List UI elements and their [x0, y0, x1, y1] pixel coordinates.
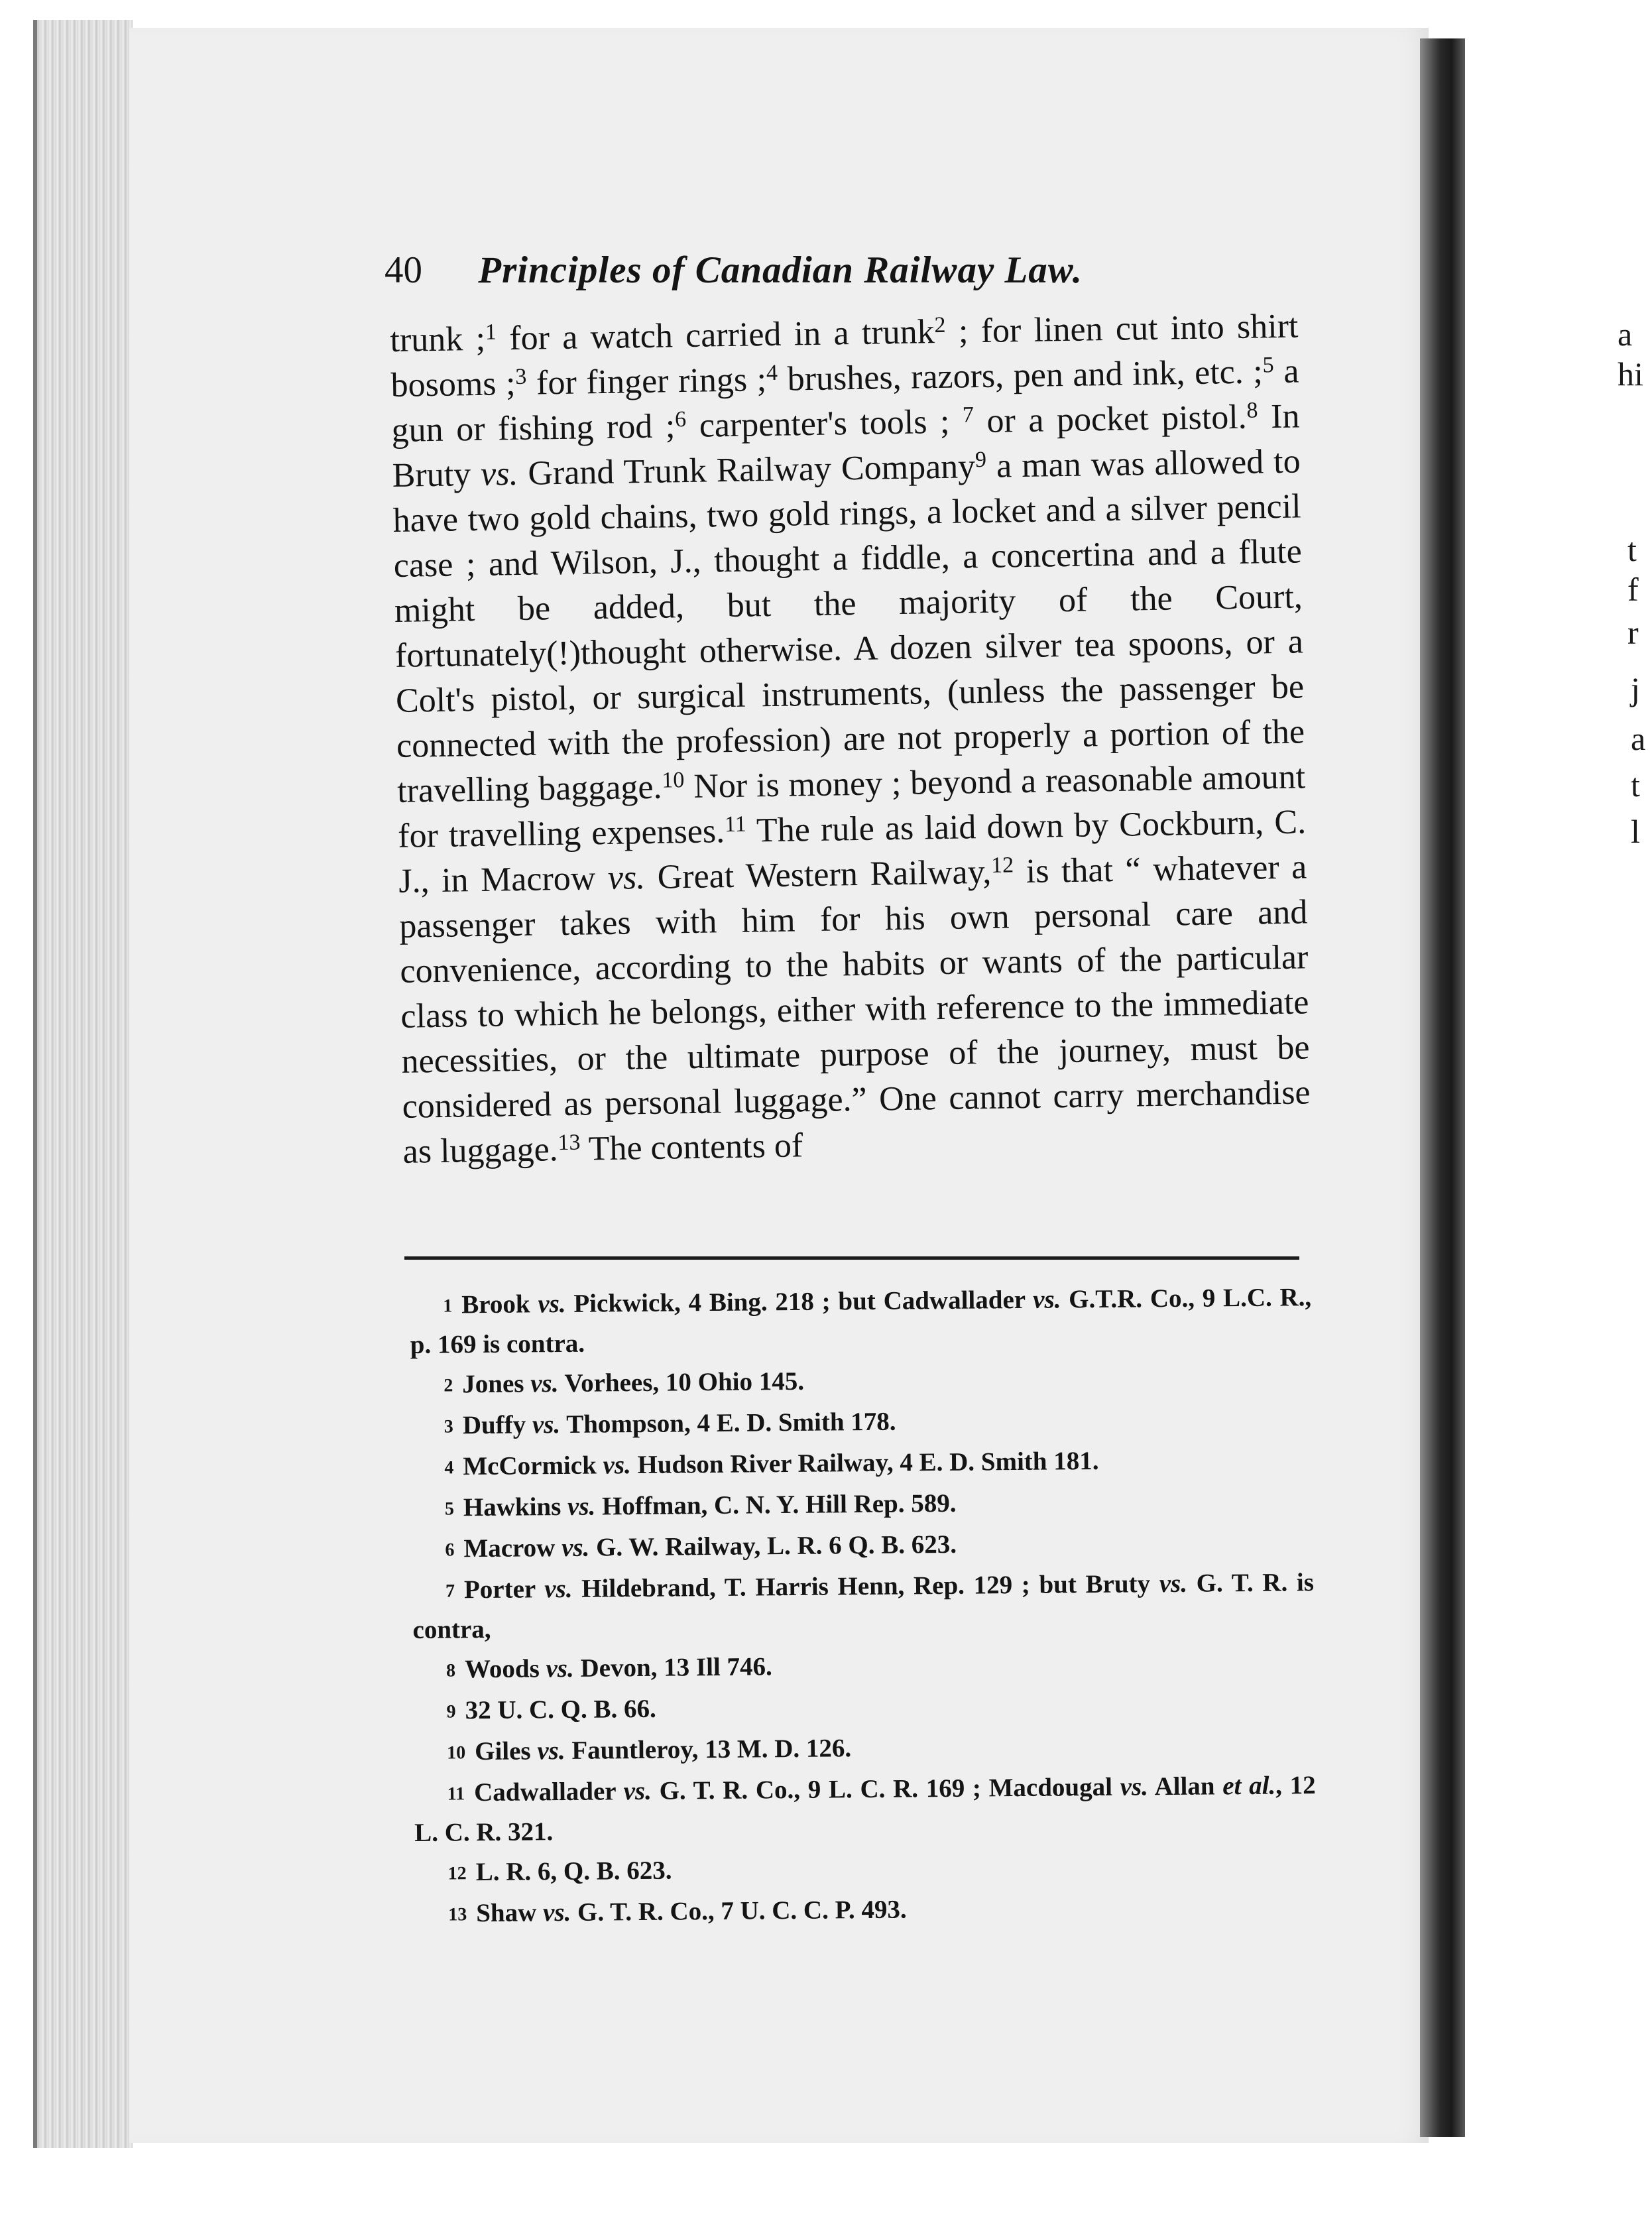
footnote-text: Woods vs. Devon, 13 Ill 746.: [464, 1652, 772, 1684]
running-title: Principles of Canadian Railway Law.: [478, 249, 1083, 291]
footnote-4: [411, 1440, 1313, 1488]
footnote-10: [414, 1725, 1315, 1773]
footnote-8: [413, 1643, 1315, 1691]
facing-page-letter: a: [1631, 720, 1646, 757]
footnote-2: [410, 1358, 1312, 1406]
footnote-number: 1: [443, 1296, 453, 1317]
page-stack-edge: [33, 20, 133, 2148]
footnote-text: Brook vs. Pickwick, 4 Bing. 218 ; but Cadwallader vs. G.T.R. Co., 9 L.C. R., p. 169 is contra.: [410, 1283, 1312, 1359]
footnote-text: 32 U. C. Q. B. 66.: [465, 1694, 656, 1725]
footnote-text: L. R. 6, Q. B. 623.: [475, 1856, 672, 1887]
footnote-number: 10: [447, 1742, 466, 1764]
page-number: 40: [384, 249, 422, 291]
footnote-number: 3: [443, 1416, 453, 1437]
footnote-number: 13: [448, 1904, 467, 1925]
footnote-5: [412, 1481, 1313, 1529]
footnote-12: [414, 1846, 1316, 1894]
book-gutter: [1420, 38, 1465, 2137]
footnote-text: Hawkins vs. Hoffman, C. N. Y. Hill Rep. 589.: [463, 1488, 957, 1522]
footnote-text: Duffy vs. Thompson, 4 E. D. Smith 178.: [462, 1407, 896, 1440]
footnote-1: [410, 1278, 1312, 1364]
footnote-text: Giles vs. Fauntleroy, 13 M. D. 126.: [474, 1734, 852, 1766]
footnote-rule: [404, 1256, 1299, 1260]
body-paragraph: trunk ;$^1$ for a watch carried in a trunk$^2$ ; for linen cut into shirt bosoms ;$^3$ for finger rings ;$^4$ brushes, razors, pen and ink, etc. ;$^5$ a gun or fishing rod ;$^6$ carpenter's tools ; $^7$ or a pocket pistol.$^8$ In Bruty vs. Grand Trunk Railway Company$^9$ a man was allowed to have two gold chains, two gold rings, a locket and a silver pencil case ; and Wilson, J., thought a fiddle, a concertina and a flute might be added, but the majority of the Court, fortunately(!)thought otherwise. A dozen silver tea spoons, or a Colt's pistol, or surgical instruments, (unless the passenger be connected with the profession) are not properly a portion of the travelling baggage.$^{10}$ Nor is money ; beyond a reasonable amount for travelling expenses.$^{11}$ The rule as laid down by Cockburn, C. J., in Macrow vs. Great Western Railway,$^{12}$ is that “ whatever a passenger takes with him for his own personal care and convenience, according to the habits or wants of the particular class to which he belongs, either with reference to the immediate necessities, or the ultimate purpose of the journey, must be considered as personal luggage.” One cannot carry merchandise as luggage.$^{13}$ The contents of: [390, 307, 1311, 1171]
footnote-number: 8: [445, 1660, 456, 1681]
footnote-7: [412, 1563, 1315, 1650]
footnote-text: Shaw vs. G. T. R. Co., 7 U. C. C. P. 493.: [476, 1895, 907, 1928]
facing-page-letter: l: [1631, 813, 1640, 850]
footnote-number: 5: [444, 1498, 455, 1520]
footnote-number: 4: [444, 1457, 454, 1479]
footnote-number: 7: [445, 1581, 455, 1602]
footnote-text: McCormick vs. Hudson River Railway, 4 E. D. Smith 181.: [463, 1446, 1099, 1481]
footnotes: [410, 1278, 1317, 1936]
footnote-number: 6: [445, 1539, 455, 1561]
facing-page-letter: hi: [1618, 355, 1643, 392]
facing-page-letter: t: [1627, 531, 1637, 568]
footnote-3: [411, 1399, 1313, 1447]
footnote-text: Macrow vs. G. W. Railway, L. R. 6 Q. B. 623.: [463, 1530, 957, 1563]
footnote-number: 12: [447, 1863, 467, 1884]
footnote-number: 2: [443, 1375, 453, 1396]
facing-page-letter: r: [1627, 614, 1639, 651]
footnote-6: [412, 1522, 1313, 1570]
footnote-text: Jones vs. Vorhees, 10 Ohio 145.: [462, 1366, 805, 1399]
footnote-9: [413, 1684, 1315, 1732]
facing-page-letter: a: [1618, 316, 1633, 353]
facing-page-letter: t: [1631, 766, 1640, 804]
footnote-11: [414, 1766, 1316, 1852]
footnote-13: [415, 1887, 1317, 1935]
footnote-text: Porter vs. Hildebrand, T. Harris Henn, Rep. 129 ; but Bruty vs. G. T. R. is contra,: [412, 1568, 1315, 1644]
footnote-text: Cadwallader vs. G. T. R. Co., 9 L. C. R. 169 ; Macdougal vs. Allan et al., 12 L. C. R. 321.: [414, 1771, 1316, 1847]
footnote-number: 9: [446, 1701, 456, 1722]
facing-page-letter: f: [1627, 571, 1639, 608]
running-head: [384, 249, 1313, 302]
footnote-number: 11: [447, 1783, 465, 1805]
facing-page-letter: j: [1631, 670, 1640, 707]
